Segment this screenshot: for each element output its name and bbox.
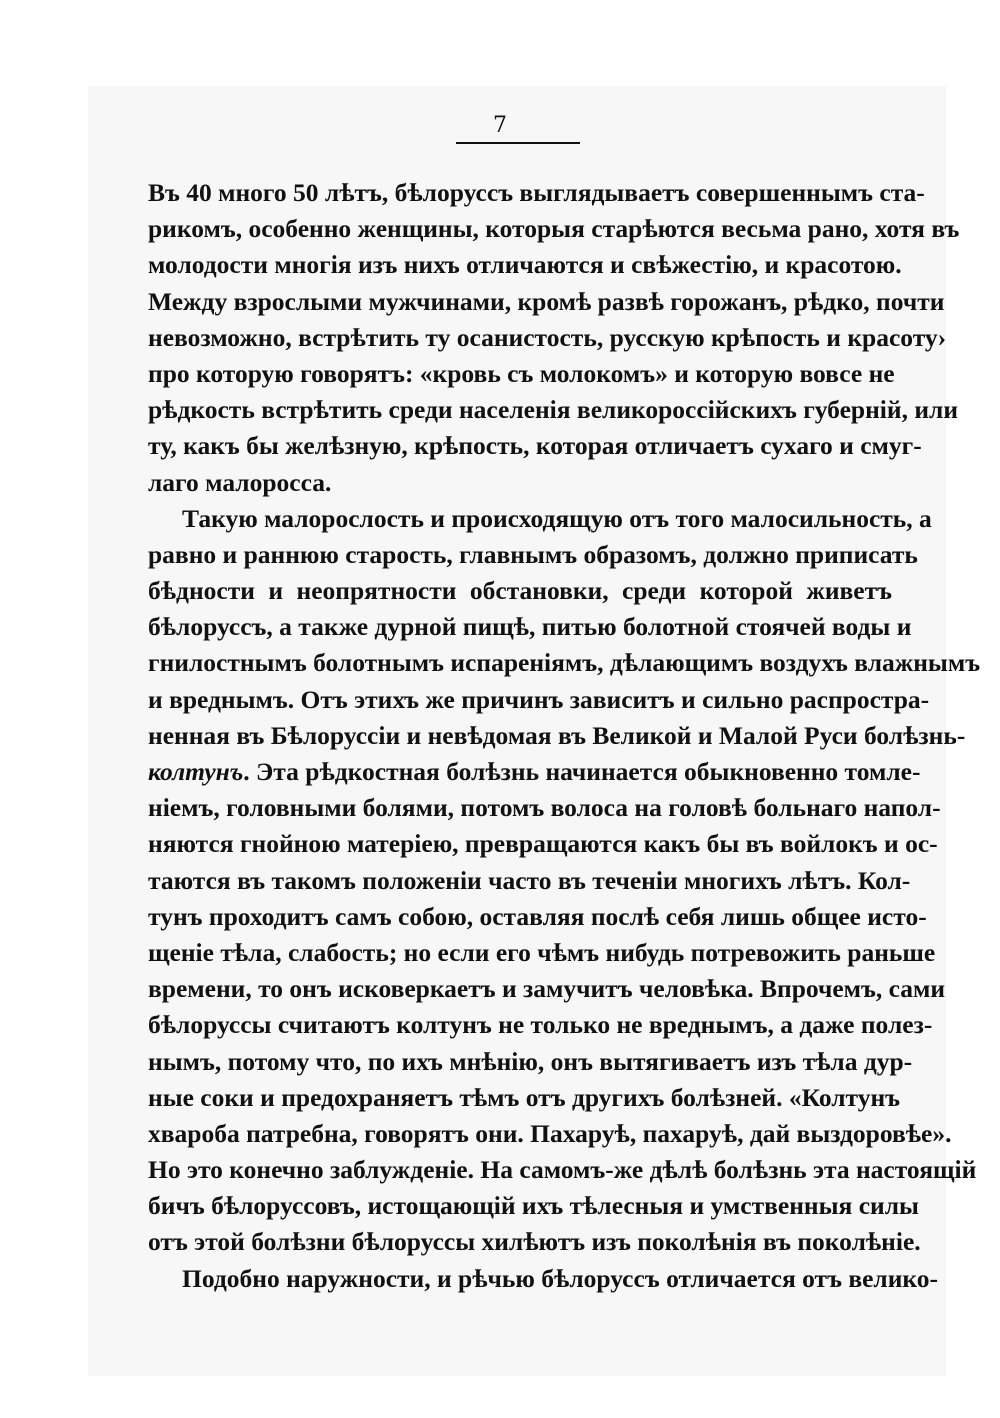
text-line: бѣлоруссы считаютъ колтунъ не только не вреднымъ, а даже полез- bbox=[148, 1010, 933, 1040]
text-line: ные соки и предохраняетъ тѣмъ отъ другихъ болѣзней. «Колтунъ bbox=[148, 1082, 901, 1112]
text-line: равно и раннюю старость, главнымъ образомъ, должно приписать bbox=[148, 539, 918, 569]
text-line: няются гнойною матеріею, превращаются какъ бы въ войлокъ и ос- bbox=[148, 829, 938, 859]
text-line: щеніе тѣла, слабость; но если его чѣмъ нибудь потревожить раньше bbox=[148, 937, 936, 967]
text-line: Такую малорослость и происходящую отъ того малосильность, а bbox=[182, 503, 932, 533]
text-line: времени, то онъ исковеркаетъ и замучитъ человѣка. Впрочемъ, сами bbox=[148, 974, 946, 1004]
text-line: Подобно наружности, и рѣчью бѣлоруссъ отличается отъ велико- bbox=[182, 1263, 939, 1293]
text-line: гнилостнымъ болотнымъ испареніямъ, дѣлающимъ воздухъ влажнымъ bbox=[148, 648, 981, 678]
text-line: молодости многія изъ нихъ отличаются и свѣжестію, и красотою. bbox=[148, 250, 902, 280]
text-line: тунъ проходитъ самъ собою, оставляя послѣ себя лишь общее исто- bbox=[148, 901, 927, 931]
text-line: Но это конечно заблужденіе. На самомъ-же дѣлѣ болѣзнь эта настоящій bbox=[148, 1155, 977, 1185]
text-line: лаго малоросса. bbox=[148, 467, 332, 497]
text-line: бѣдности и неопрятности обстановки, среди которой живетъ bbox=[148, 576, 892, 606]
body-text bbox=[148, 175, 981, 1297]
text-line: бѣлоруссъ, а также дурной пищѣ, питью болотной стоячей воды и bbox=[148, 612, 912, 642]
text-line-with-italic bbox=[148, 754, 921, 790]
text-fragment: . Эта рѣдкостная болѣзнь начинается обыкновенно томле- bbox=[243, 757, 921, 786]
text-line: нымъ, потому что, по ихъ мнѣнію, онъ вытягиваетъ изъ тѣла дур- bbox=[148, 1046, 913, 1076]
text-line: таются въ такомъ положеніи часто въ теченіи многихъ лѣтъ. Кол- bbox=[148, 865, 911, 895]
text-line: и вреднымъ. Отъ этихъ же причинъ зависитъ и сильно распростра- bbox=[148, 684, 930, 714]
page-number: 7 bbox=[493, 113, 507, 138]
text-line: ту, какъ бы желѣзную, крѣпость, которая отличаетъ сухаго и смуг- bbox=[148, 431, 922, 461]
text-line: бичъ бѣлоруссовъ, истощающій ихъ тѣлесныя и умственныя силы bbox=[148, 1191, 919, 1221]
text-line: ненная въ Бѣлоруссіи и невѣдомая въ Великой и Малой Руси болѣзнь- bbox=[148, 720, 966, 750]
text-line: Въ 40 много 50 лѣтъ, бѣлоруссъ выглядываетъ совершеннымъ ста- bbox=[148, 178, 925, 207]
italic-term: колтунъ bbox=[148, 757, 244, 786]
text-line: хвароба патребна, говорятъ они. Пахаруѣ, пахаруѣ, дай выздоровѣе». bbox=[148, 1118, 952, 1148]
text-line: рикомъ, особенно женщины, которыя старѣются весьма рано, хотя въ bbox=[148, 214, 960, 244]
page-number-rule bbox=[456, 142, 580, 144]
text-line: ніемъ, головными болями, потомъ волоса на головѣ больнаго напол- bbox=[148, 793, 941, 823]
text-line: невозможно, встрѣтить ту осанистость, русскую крѣпость и красоту› bbox=[148, 322, 947, 352]
text-line: про которую говорятъ: «кровь съ молокомъ» и которую вовсе не bbox=[148, 358, 895, 388]
text-line: Между взрослыми мужчинами, кромѣ развѣ горожанъ, рѣдко, почти bbox=[148, 286, 945, 316]
text-line: рѣдкость встрѣтить среди населенія великороссійскихъ губерній, или bbox=[148, 395, 959, 425]
text-line: отъ этой болѣзни бѣлоруссы хилѣютъ изъ поколѣнія въ поколѣніе. bbox=[148, 1227, 921, 1257]
